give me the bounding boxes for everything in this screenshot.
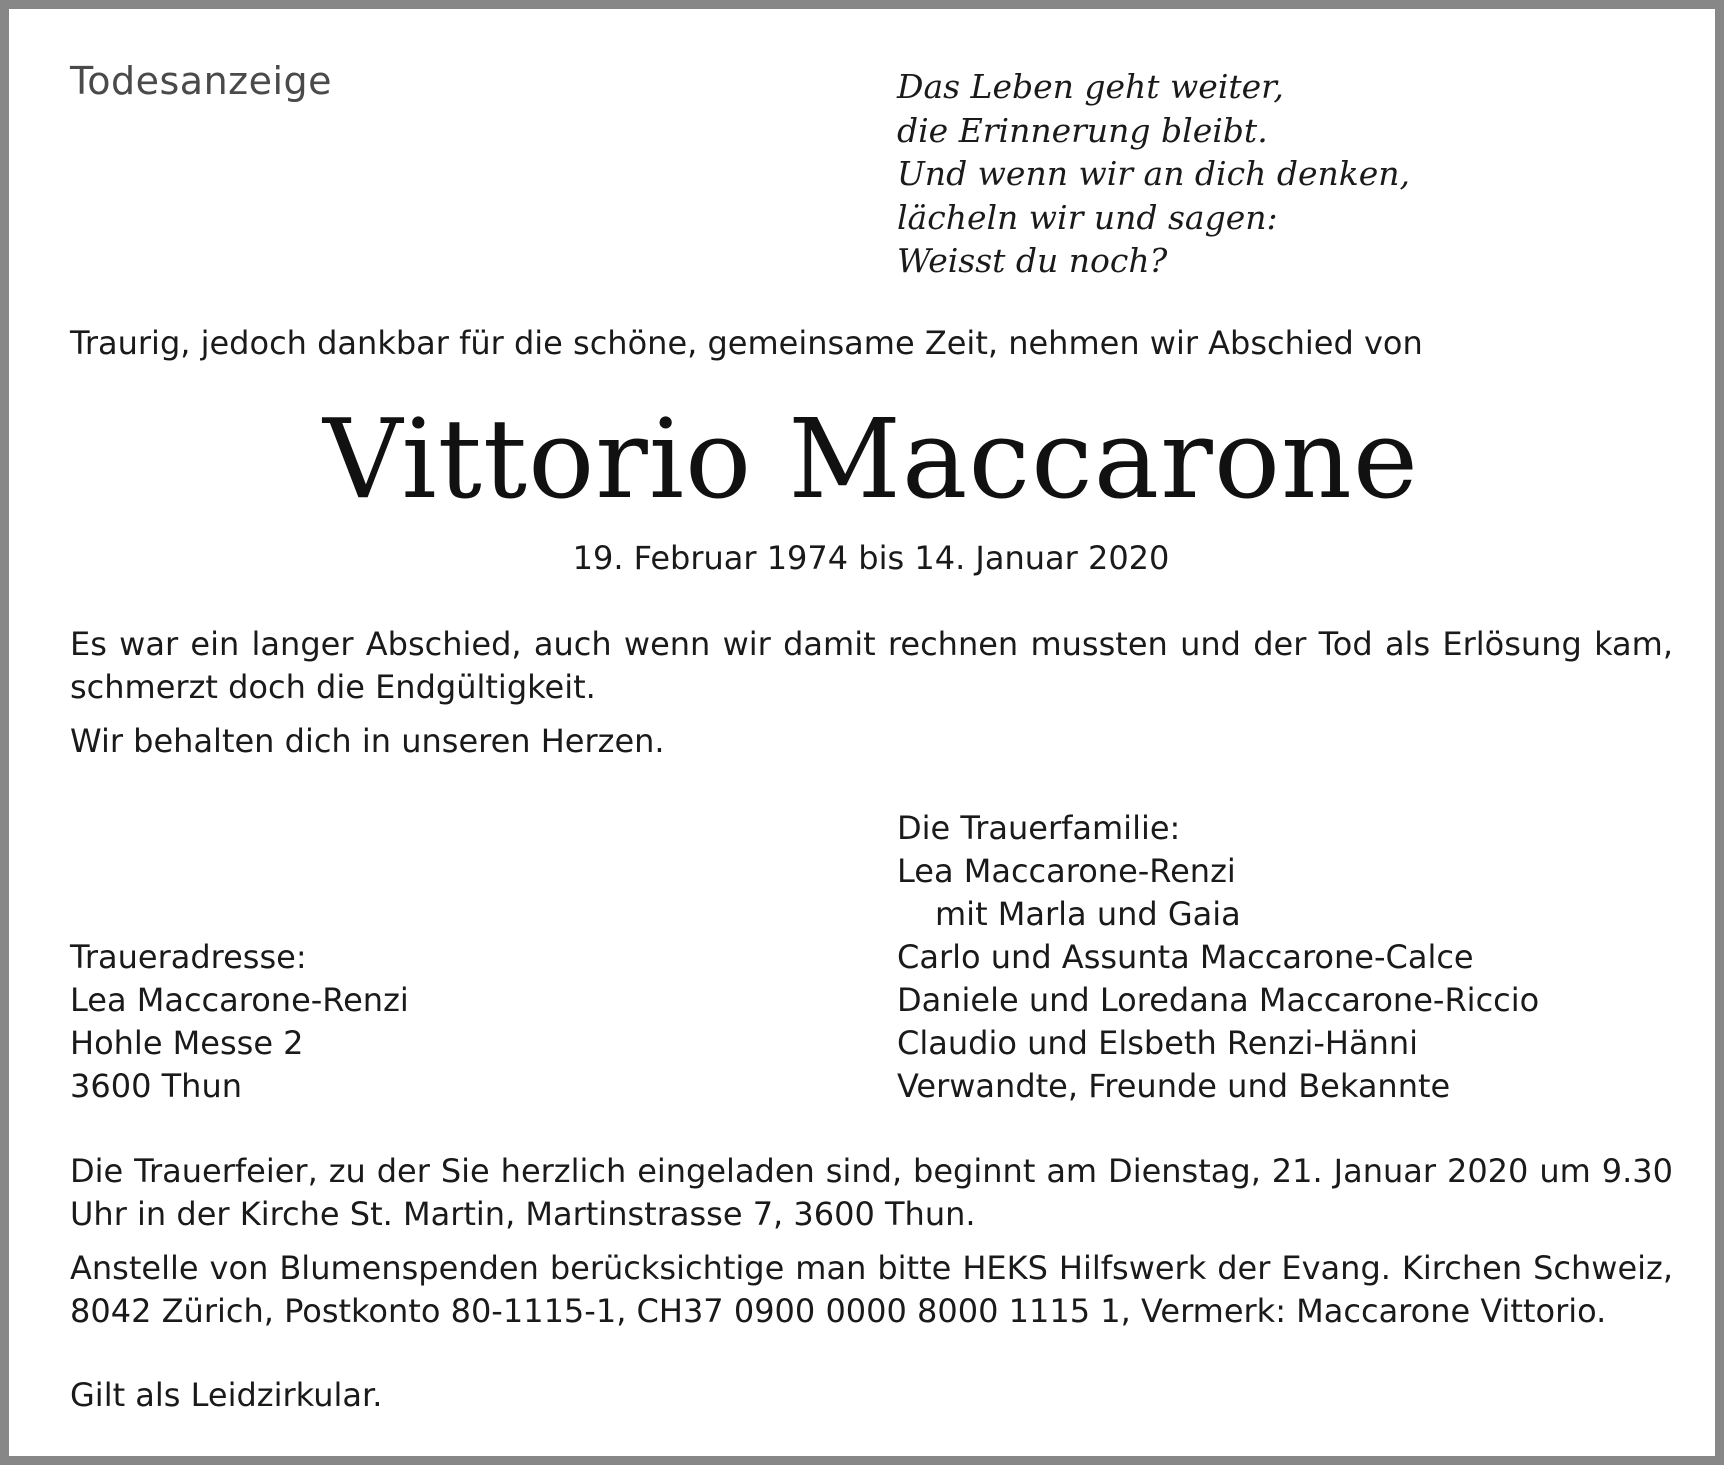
farewell-paragraph: Es war ein langer Abschied, auch wenn wir damit rechnen mussten und der Tod als Erlösung kam, schmerzt doch die Endgültigkeit. xyxy=(70,625,1673,706)
family-member: Lea Maccarone-Renzi xyxy=(897,852,1236,890)
poem-line: Weisst du noch? xyxy=(897,241,1168,280)
poem xyxy=(897,65,1410,283)
family-member: Verwandte, Freunde und Bekannte xyxy=(897,1067,1451,1105)
life-dates: 19. Februar 1974 bis 14. Januar 2020 xyxy=(572,539,1170,577)
funeral-service-info: Die Trauerfeier, zu der Sie herzlich eingeladen sind, beginnt am Dienstag, 21. Januar 2020 um 9.30 Uhr in der Kirche St. Martin, Martinstrasse 7, 3600 Thun. xyxy=(70,1152,1673,1233)
poem-line: Und wenn wir an dich denken, xyxy=(897,154,1411,193)
poem-line: lächeln wir und sagen: xyxy=(897,197,1278,237)
intro-text: Traurig, jedoch dankbar für die schöne, gemeinsame Zeit, nehmen wir Abschied von xyxy=(70,324,1423,362)
circular-note: Gilt als Leidzirkular. xyxy=(70,1376,383,1414)
donation-info: Anstelle von Blumenspenden berücksichtige man bitte HEKS Hilfswerk der Evang. Kirchen Schweiz, 8042 Zürich, Postkonto 80-1115-1, CH37 0900 0000 8000 1115 1, Vermerk: Maccarone Vittorio. xyxy=(70,1249,1673,1330)
address-heading: Traueradresse: xyxy=(70,938,307,976)
mourning-family xyxy=(897,807,1539,1108)
family-member: Claudio und Elsbeth Renzi-Hänni xyxy=(897,1024,1419,1062)
address-city: 3600 Thun xyxy=(70,1067,242,1105)
poem-line: die Erinnerung bleibt. xyxy=(897,110,1268,150)
address-name: Lea Maccarone-Renzi xyxy=(70,981,409,1019)
family-member: Daniele und Loredana Maccarone-Riccio xyxy=(897,981,1540,1019)
notice-label: Todesanzeige xyxy=(70,59,333,103)
address-street: Hohle Messe 2 xyxy=(70,1024,304,1062)
remembrance-line: Wir behalten dich in unseren Herzen. xyxy=(70,722,665,760)
family-heading: Die Trauerfamilie: xyxy=(897,809,1181,847)
family-member: Carlo und Assunta Maccarone-Calce xyxy=(897,938,1474,976)
mourning-address xyxy=(70,936,409,1108)
family-member: mit Marla und Gaia xyxy=(935,895,1241,933)
poem-line: Das Leben geht weiter, xyxy=(897,67,1284,106)
deceased-name: Vittorio Maccarone xyxy=(322,395,1420,523)
